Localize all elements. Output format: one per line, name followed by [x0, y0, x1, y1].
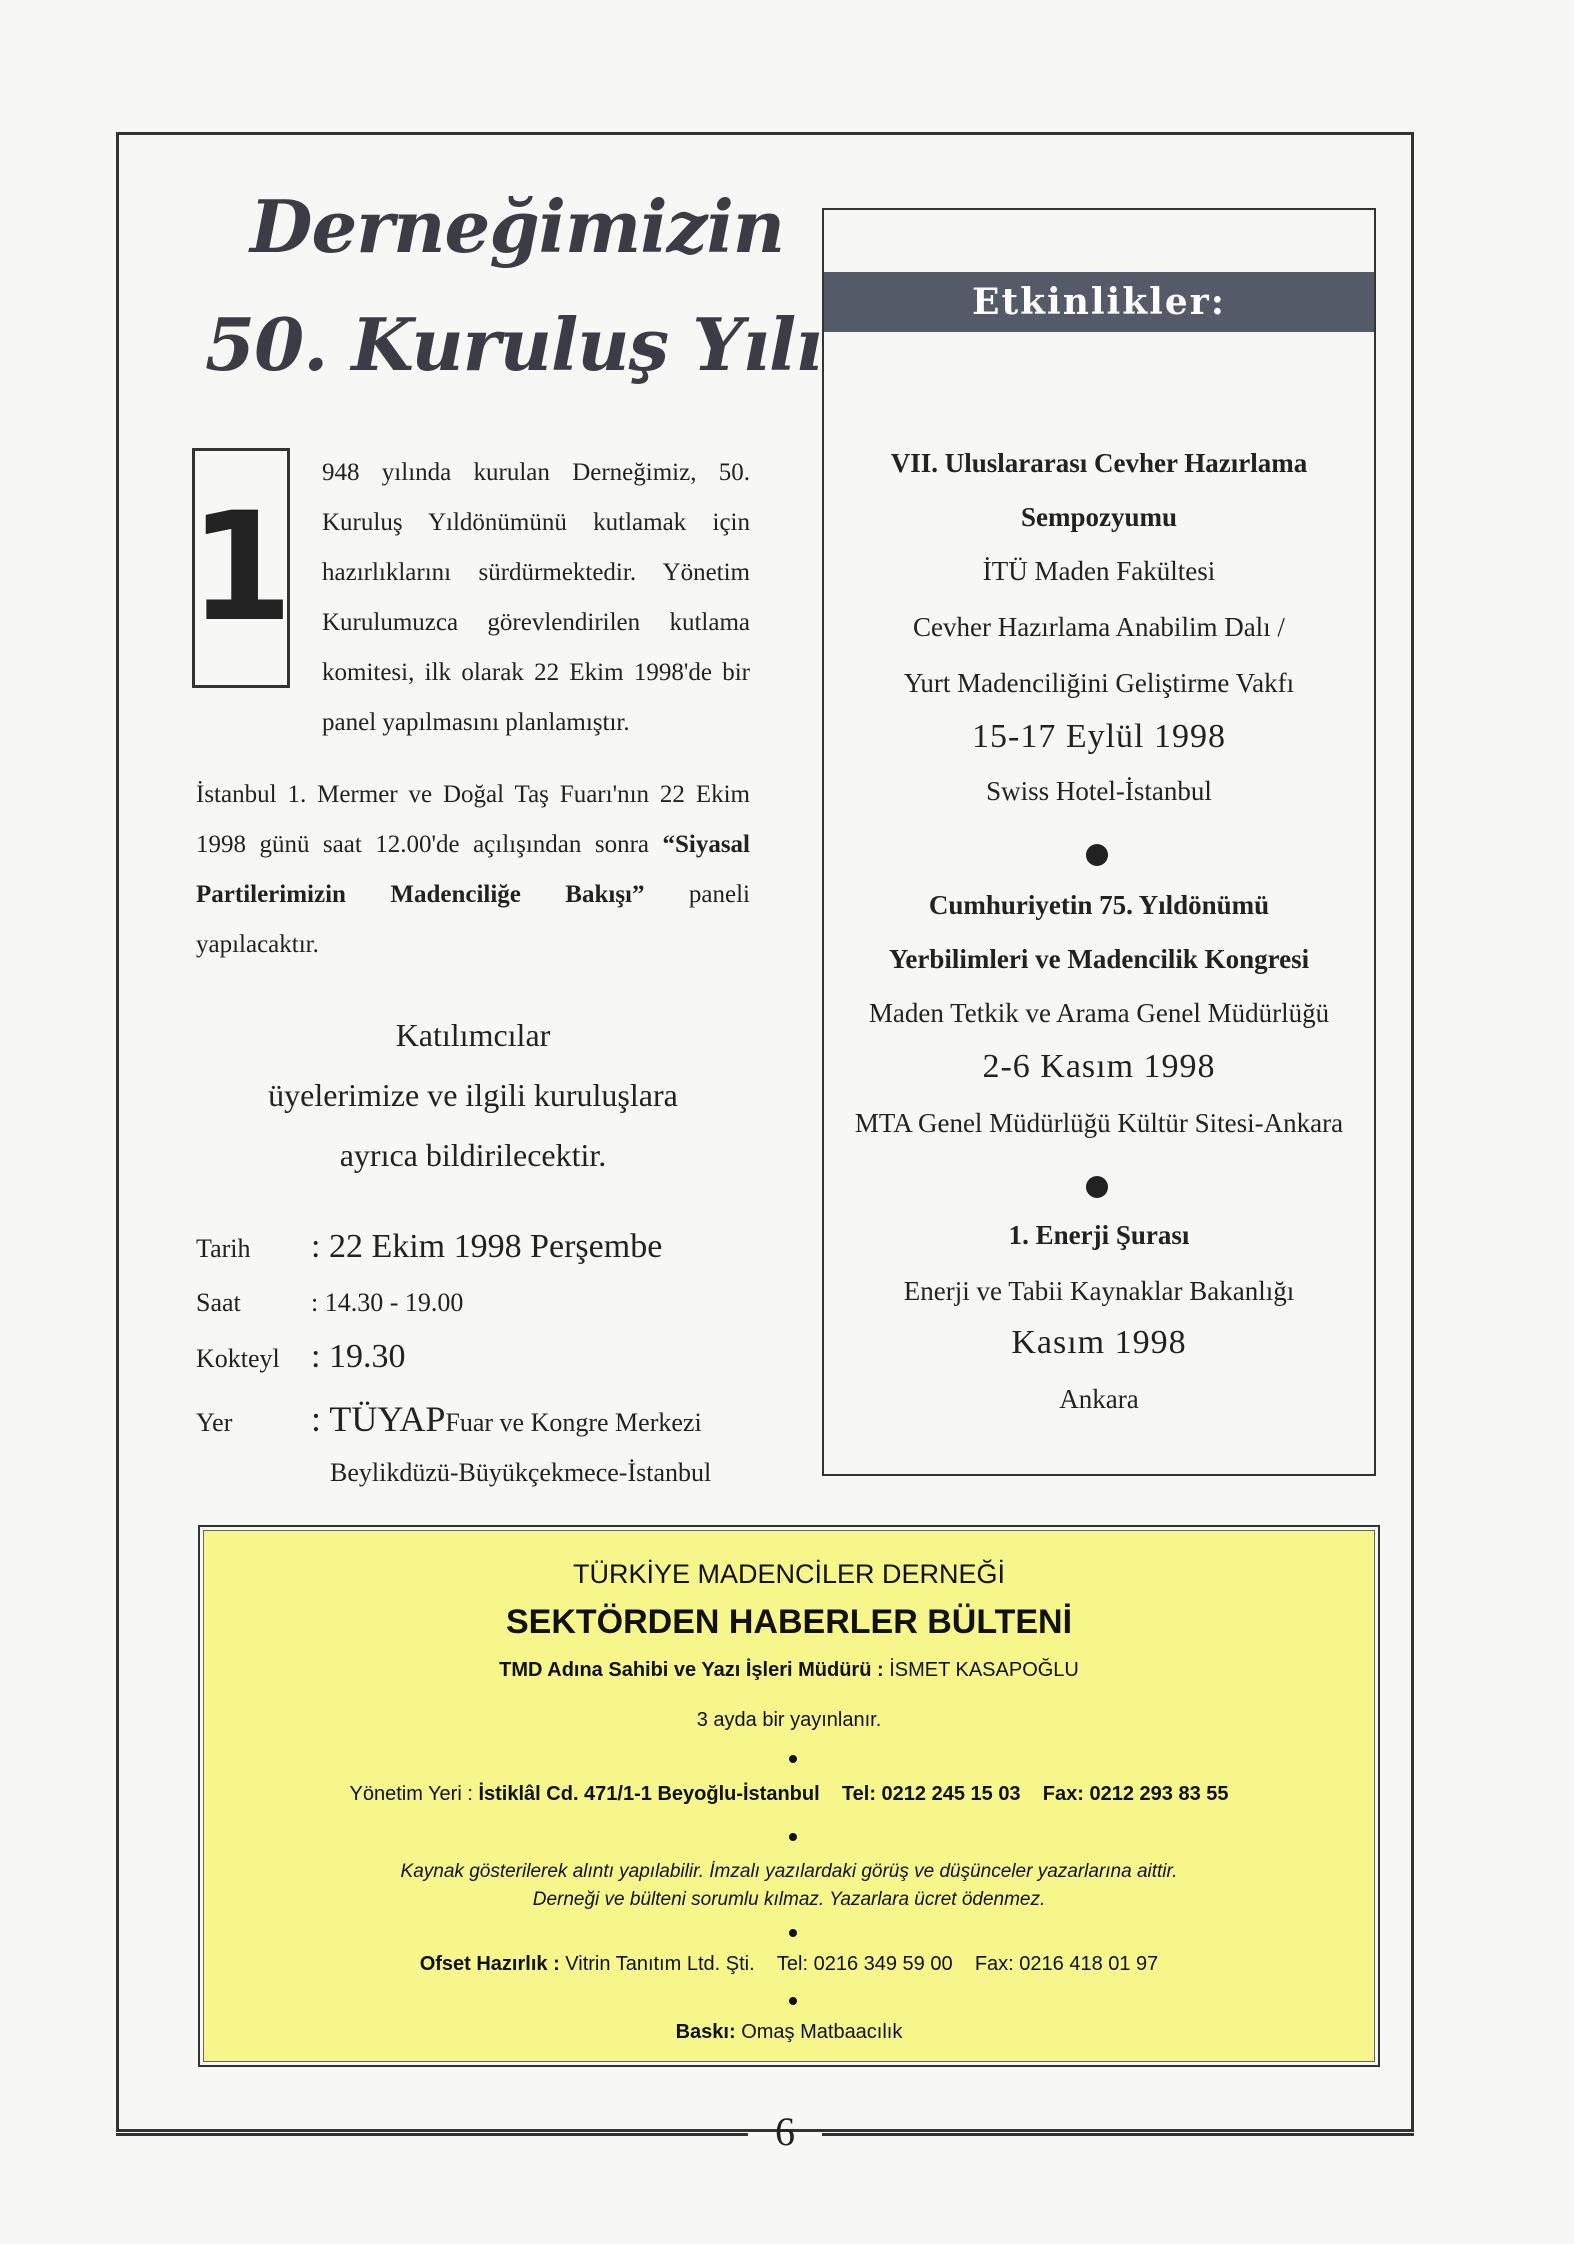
detail-place [196, 1398, 702, 1440]
bulletin-frequency: 3 ayda bir yayınlanır. [696, 1709, 882, 1731]
event3-organizer: Enerji ve Tabii Kaynaklar Bakanlığı [903, 1276, 1295, 1306]
title-line-1: Derneğimizin [250, 184, 785, 269]
bulletin-print-prep-label: Ofset Hazırlık : [419, 1953, 560, 1975]
event2-organizer: Maden Tetkik ve Arama Genel Müdürlüğü [868, 998, 1330, 1028]
separator-dot [789, 1929, 797, 1937]
intro-paragraph: 948 yılında kurulan Derneğimiz, 50. Kuruluş Yıldönümünü kutlamak için hazırlıklarını sürdürmektedir. Yönetim Kurulumuzca görevlendirilen kutlama komitesi, ilk olarak 22 Ekim 1998'de bir panel yapılmasını planlamıştır. [322, 459, 750, 736]
bulletin-note-1: Kaynak gösterilerek alıntı yapılabilir. İmzalı yazılardaki görüş ve düşünceler yazarlarına aittir. [400, 1861, 1178, 1882]
event2-name-line2: Yerbilimleri ve Madencilik Kongresi [888, 944, 1310, 974]
event1-name-line2: Sempozyumu [1020, 502, 1177, 532]
drop-cap-letter: 1 [188, 481, 294, 655]
detail-date [196, 1228, 662, 1266]
bulletin-print-prep-fax: Fax: 0216 418 01 97 [974, 1953, 1159, 1975]
panel-title: “Siyasal Partilerimizin Madenciliğe Bakışı” [196, 831, 750, 908]
separator-dot [1086, 1176, 1108, 1198]
bulletin-org: TÜRKİYE MADENCİLER DERNEĞİ [572, 1559, 1006, 1589]
event2-place: MTA Genel Müdürlüğü Kültür Sitesi-Ankara [854, 1108, 1344, 1138]
detail-place-rest: Fuar ve Kongre Merkezi [445, 1408, 702, 1437]
bulletin-owner-label: TMD Adına Sahibi ve Yazı İşleri Müdürü : [499, 1659, 884, 1681]
participants-note [196, 1005, 750, 1185]
panel-paragraph [196, 770, 750, 970]
panel-paragraph-end: paneli yapılacaktır. [196, 881, 750, 958]
bulletin-print-prep-value: Vitrin Tanıtım Ltd. Şti. [565, 1953, 755, 1975]
bulletin-print-prep-tel: Tel: 0216 349 59 00 [776, 1953, 953, 1975]
events-title: Etkinlikler: [824, 272, 1374, 332]
event3-date: Kasım 1998 [1011, 1324, 1187, 1361]
separator-dot [789, 1755, 797, 1763]
event2-date: 2-6 Kasım 1998 [982, 1048, 1216, 1085]
bulletin-tel: Tel: 0212 245 15 03 [841, 1783, 1021, 1805]
participants-line-3: ayrıca bildirilecektir. [339, 1137, 607, 1173]
detail-time-value: : 14.30 - 19.00 [311, 1288, 464, 1317]
bulletin-name: SEKTÖRDEN HABERLER BÜLTENİ [505, 1603, 1073, 1641]
event2-name-line1: Cumhuriyetin 75. Yıldönümü [928, 890, 1270, 920]
event1-organizer-line3: Yurt Madenciliğini Geliştirme Vakfı [903, 668, 1295, 698]
detail-place-line-2: Beylikdüzü-Büyükçekmece-İstanbul [330, 1458, 712, 1487]
events-panel [822, 208, 1376, 1476]
event1-place: Swiss Hotel-İstanbul [986, 776, 1212, 806]
bulletin-address [204, 1783, 1374, 1806]
bulletin-owner-value: İSMET KASAPOĞLU [889, 1659, 1079, 1681]
bulletin-press [204, 2021, 1374, 2044]
event1-date: 15-17 Eylül 1998 [972, 718, 1226, 755]
separator-dot [789, 1833, 797, 1841]
detail-time [196, 1288, 463, 1318]
detail-cocktail-label: Kokteyl [196, 1344, 280, 1373]
participants-line-2: üyelerimize ve ilgili kuruluşlara [268, 1077, 678, 1113]
detail-place-main: : TÜYAP [311, 1399, 446, 1439]
bulletin-imprint [203, 1530, 1375, 2062]
separator-dot [789, 1997, 797, 2005]
drop-cap [188, 448, 294, 688]
page-title [205, 168, 825, 404]
title-line-2: 50. Kuruluş Yılı [205, 302, 822, 387]
separator-dot [1086, 844, 1108, 866]
event1-organizer-line1: İTÜ Maden Fakültesi [982, 556, 1216, 586]
bulletin-imprint-box [198, 1525, 1380, 2067]
bulletin-address-value: İstiklâl Cd. 471/1-1 Beyoğlu-İstanbul [478, 1783, 820, 1805]
bulletin-press-label: Baskı: [675, 2021, 736, 2043]
event3-place: Ankara [1059, 1384, 1139, 1414]
panel-paragraph-text: İstanbul 1. Mermer ve Doğal Taş Fuarı'nın 22 Ekim 1998 günü saat 12.00'de açılışından sonra [196, 781, 750, 858]
bulletin-owner [204, 1659, 1374, 1682]
participants-line-1: Katılımcılar [395, 1017, 551, 1053]
detail-date-value: : 22 Ekim 1998 Perşembe [311, 1228, 663, 1265]
footer-rule-left [116, 2133, 748, 2136]
detail-place-label: Yer [196, 1408, 233, 1437]
event3-name: 1. Enerji Şurası [1008, 1220, 1190, 1250]
bulletin-note-2: Derneği ve bülteni sorumlu kılmaz. Yazarlara ücret ödenmez. [532, 1889, 1046, 1910]
event1-organizer-line2: Cevher Hazırlama Anabilim Dalı / [913, 612, 1285, 642]
detail-time-label: Saat [196, 1288, 241, 1317]
bulletin-press-value: Omaş Matbaacılık [741, 2021, 903, 2043]
bulletin-print-prep [204, 1953, 1374, 1976]
event1-name-line1: VII. Uluslararası Cevher Hazırlama [890, 448, 1308, 478]
detail-cocktail [196, 1338, 405, 1376]
footer-rule-right [822, 2133, 1414, 2136]
detail-cocktail-value: : 19.30 [311, 1338, 406, 1375]
detail-date-label: Tarih [196, 1234, 251, 1263]
bulletin-address-label: Yönetim Yeri : [349, 1783, 473, 1805]
bulletin-fax: Fax: 0212 293 83 55 [1042, 1783, 1229, 1805]
page-number: 6 [775, 2109, 795, 2154]
